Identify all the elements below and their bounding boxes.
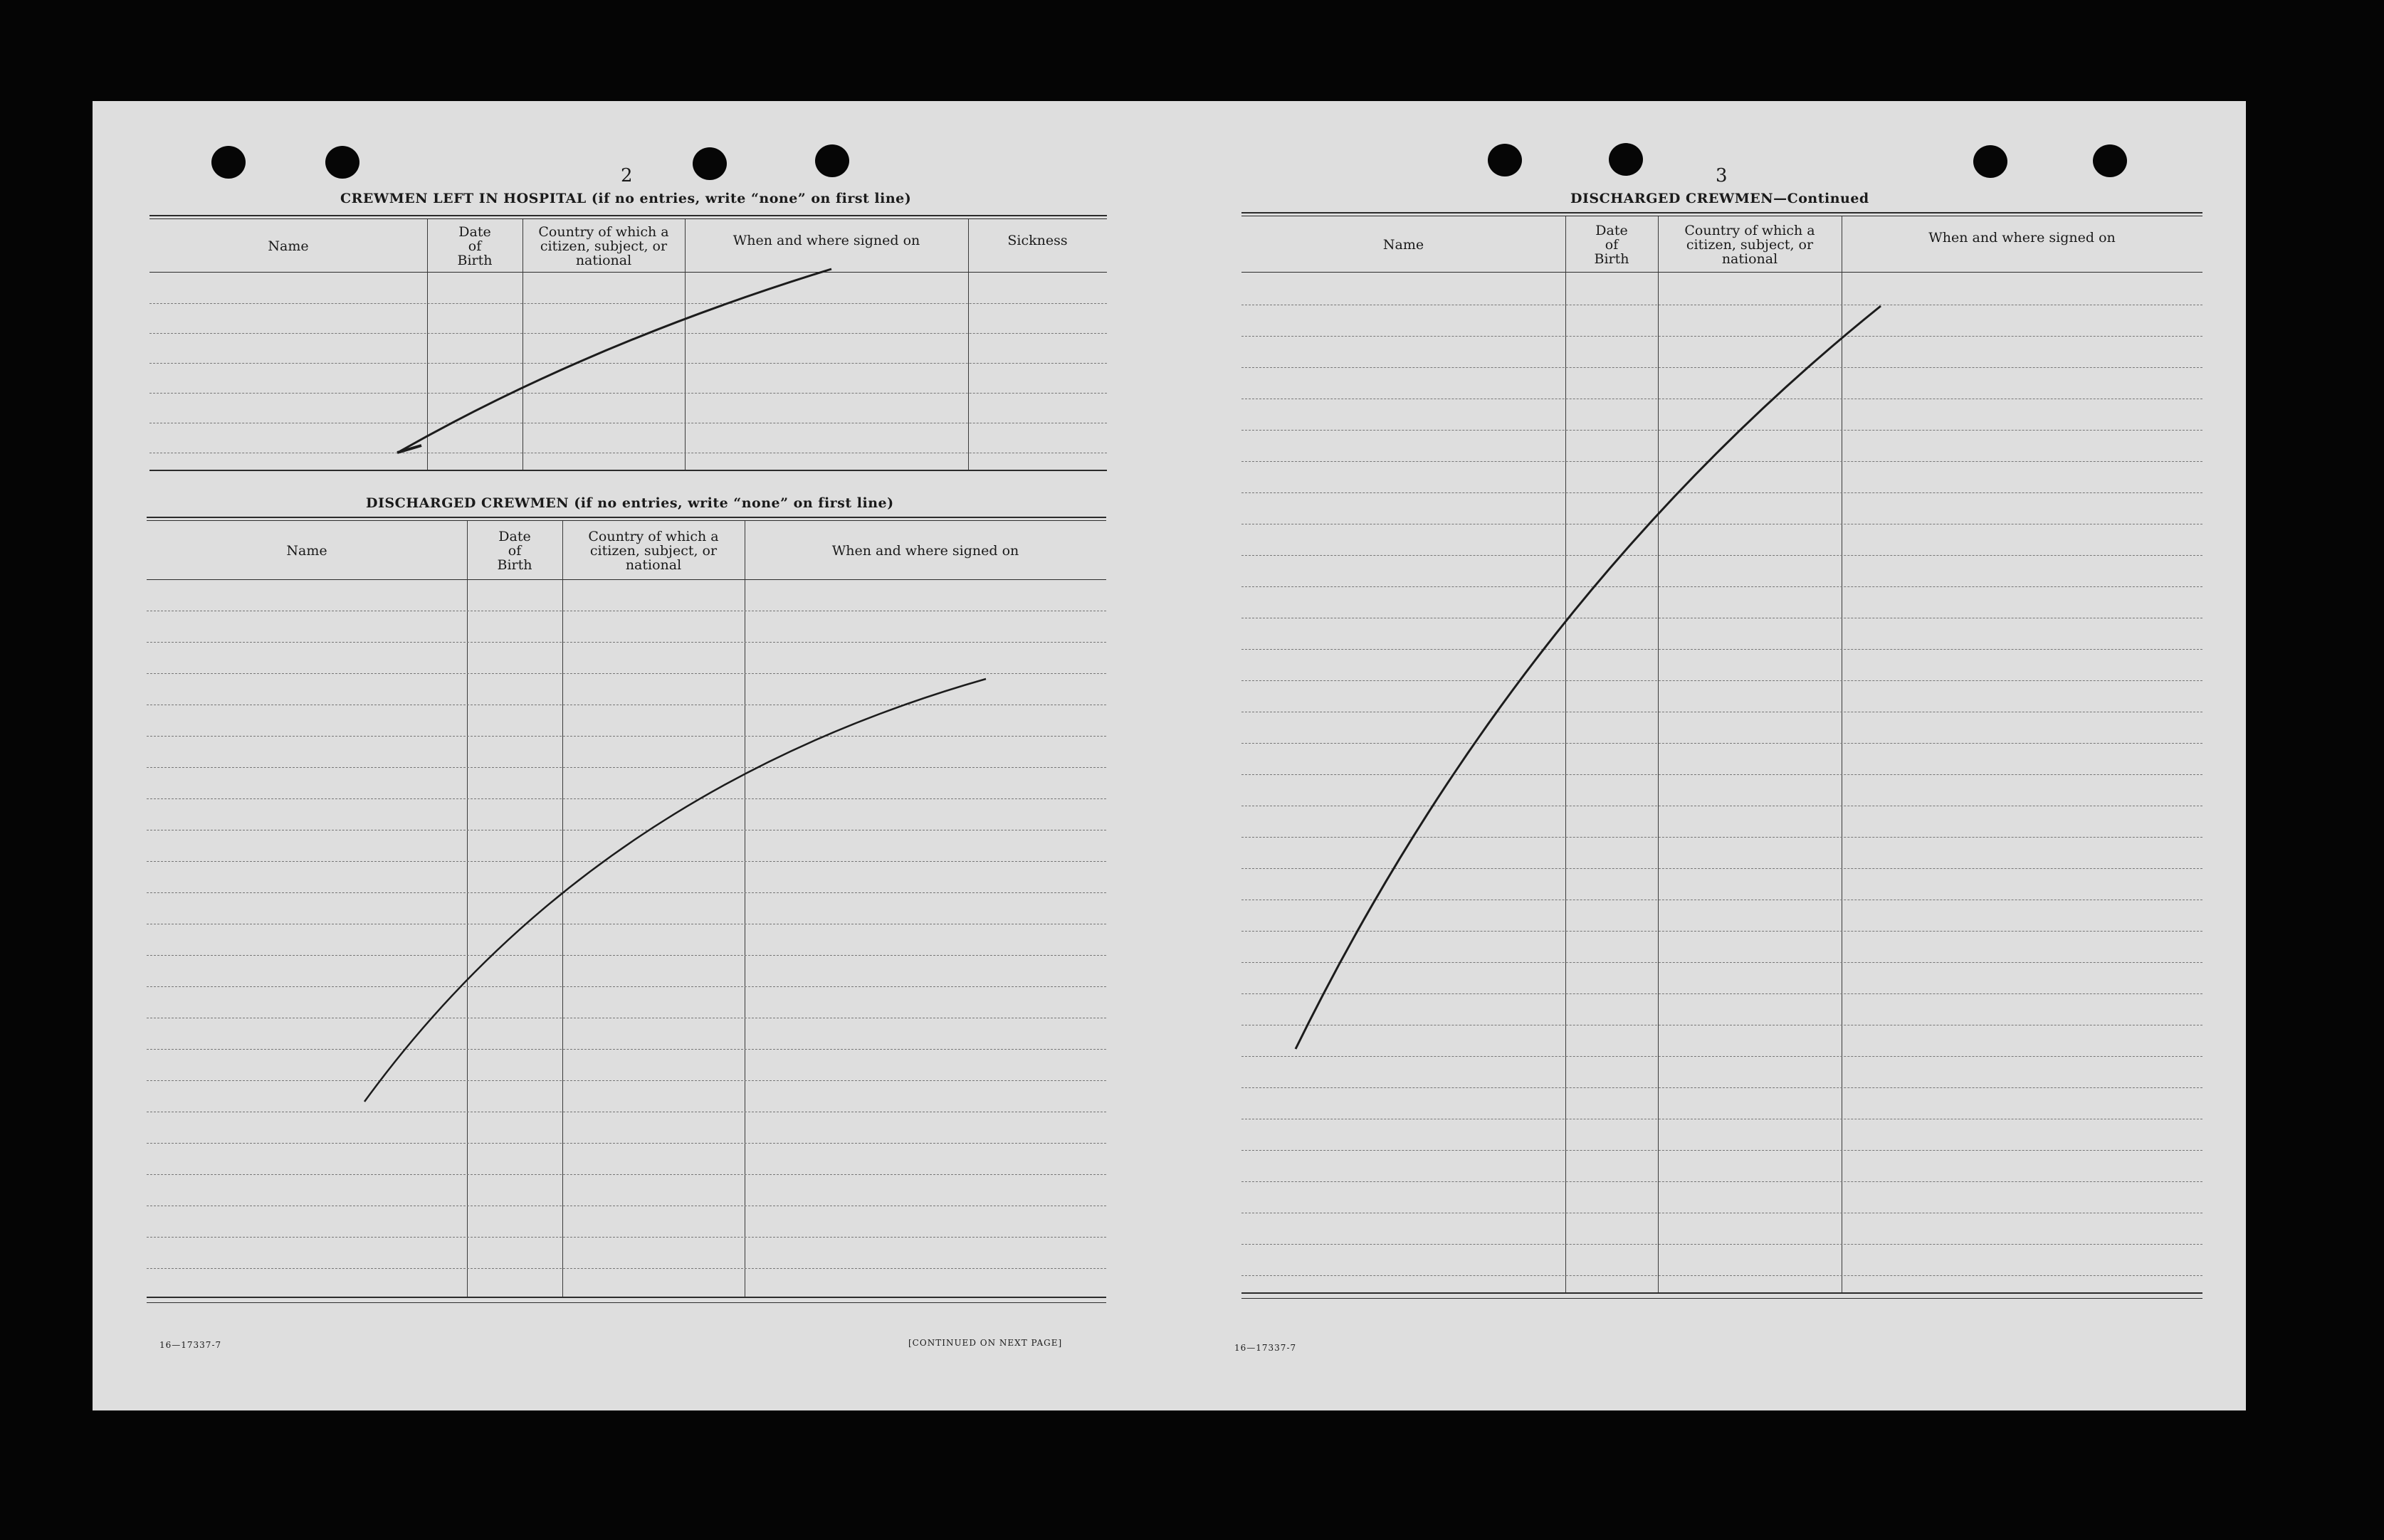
continued-note: [CONTINUED ON NEXT PAGE] (908, 1338, 1063, 1348)
column-header-date-of-birth: Date of Birth (457, 224, 493, 268)
discharged-caption-bold: DISCHARGED CREWMEN (366, 495, 569, 511)
cancel-strokes (93, 101, 2246, 1410)
column-header-sickness: Sickness (1007, 233, 1068, 248)
column-header-name: Name (268, 238, 309, 254)
column-header-date-of-birth: Date of Birth (1594, 223, 1629, 267)
page-number: 2 (621, 165, 633, 186)
column-header-signed-on: When and where signed on (1928, 230, 2116, 246)
cancel-stroke-discharged-continued (1296, 306, 1881, 1049)
cancel-stroke-hospital (400, 269, 831, 451)
column-header-country: Country of which a citizen, subject, or national (538, 224, 669, 268)
column-header-name: Name (1382, 237, 1424, 253)
page-number: 3 (1716, 165, 1728, 186)
column-header-name: Name (286, 543, 327, 559)
hospital-caption-bold: CREWMEN LEFT IN HOSPITAL (340, 191, 587, 206)
discharged-continued-title: DISCHARGED CREWMEN—Continued (1570, 191, 1869, 206)
column-header-date-of-birth: Date of Birth (497, 529, 532, 573)
form-number: 16—17337-7 (1234, 1343, 1297, 1353)
column-header-country: Country of which a citizen, subject, or national (588, 529, 719, 573)
form-number: 16—17337-7 (159, 1340, 222, 1350)
column-header-signed-on: When and where signed on (732, 233, 920, 248)
hospital-caption-instruction: (if no entries, write “none” on first line) (586, 191, 912, 206)
column-header-signed-on: When and where signed on (831, 543, 1019, 559)
form-sheet (93, 101, 2246, 1410)
column-header-country: Country of which a citizen, subject, or national (1684, 223, 1815, 267)
cancel-stroke-discharged (364, 679, 986, 1102)
discharged-caption-instruction: (if no entries, write “none” on first line) (569, 495, 894, 511)
